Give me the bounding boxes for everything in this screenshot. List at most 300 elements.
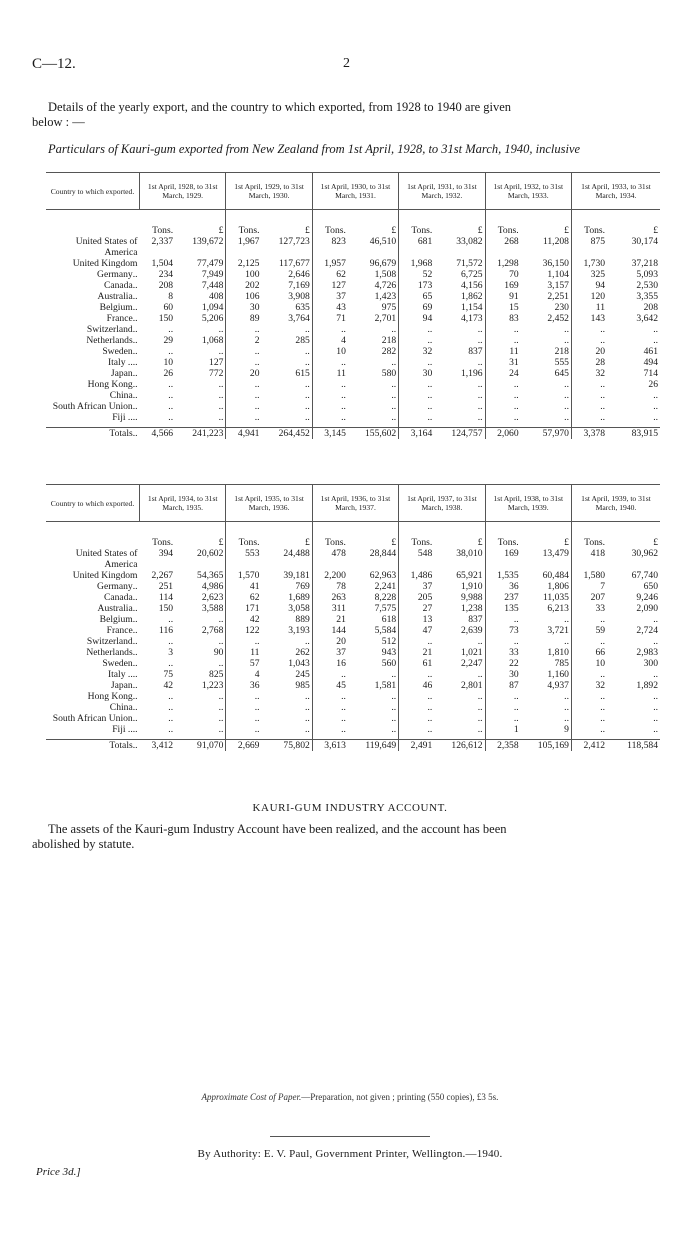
tons-cell: 22 — [485, 658, 521, 669]
value-cell: 408 — [209, 291, 224, 302]
value-cell: 6,725 — [460, 269, 483, 280]
tons-cell: 263 — [312, 592, 348, 603]
value-cell: .. — [477, 401, 483, 412]
intro-line-2: below : — — [32, 115, 85, 129]
total-tons-cell: 2,412 — [571, 740, 607, 752]
value-cell: 1,160 — [547, 669, 569, 680]
value-cell: .. — [477, 379, 483, 390]
units-spacer — [46, 210, 140, 237]
value-cell: .. — [305, 379, 310, 390]
country-cell — [46, 603, 140, 614]
tons-cell: .. — [226, 713, 262, 724]
unit-pounds: £ — [305, 537, 310, 548]
tons-cell: 251 — [158, 581, 174, 592]
value-cell: 943 — [381, 647, 397, 658]
value-cell: 4,156 — [460, 280, 483, 291]
value-cell: 1,862 — [460, 291, 483, 302]
value-cell: 615 — [295, 368, 310, 379]
totals-label: Totals — [109, 428, 133, 439]
intro-line-1: Details of the yearly export, and the country to which exported, from 1928 to 1940 are given — [48, 100, 512, 114]
country-cell — [46, 291, 140, 302]
table-row — [46, 335, 660, 346]
value-cell: 1,196 — [460, 368, 483, 379]
value-cell: .. — [477, 390, 483, 401]
value-cell: .. — [305, 390, 310, 401]
value-cell: 7,575 — [374, 603, 397, 614]
value-cell: 985 — [295, 680, 310, 691]
table-row — [46, 647, 660, 658]
tons-cell: 875 — [571, 236, 607, 258]
total-tons-cell: 4,566 — [140, 428, 176, 440]
leader-dots: .. — [132, 740, 138, 751]
value-cell: 714 — [643, 368, 658, 379]
table-row — [46, 658, 660, 669]
tons-cell: .. — [168, 324, 174, 335]
value-cell: 20,602 — [197, 548, 224, 559]
tons-cell: .. — [571, 724, 607, 735]
leader-dots: .. — [132, 691, 138, 702]
tons-cell: .. — [312, 379, 348, 390]
tons-cell: 21 — [399, 647, 435, 658]
table-row — [46, 636, 660, 647]
tons-cell: .. — [226, 390, 262, 401]
value-cell: .. — [564, 335, 569, 346]
tons-cell: 120 — [571, 291, 607, 302]
value-cell: 1,043 — [288, 658, 310, 669]
value-cell: .. — [218, 713, 224, 724]
table-row — [46, 724, 660, 735]
tons-cell: .. — [226, 702, 262, 713]
tons-cell: .. — [485, 636, 521, 647]
tons-cell: 207 — [571, 592, 607, 603]
table-caption: Particulars of Kauri-gum exported from New Zealand from 1st April, 1928, to 31st March, 1940, inclusive — [48, 142, 581, 156]
value-cell: 3,355 — [636, 291, 658, 302]
tons-cell: 478 — [312, 548, 348, 570]
country-name: Belgium — [99, 302, 133, 313]
tons-cell: 32 — [571, 680, 607, 691]
table-row — [46, 236, 660, 258]
value-cell: .. — [653, 724, 658, 735]
value-cell: 1,910 — [460, 581, 483, 592]
value-cell: .. — [653, 669, 658, 680]
value-cell: .. — [564, 379, 569, 390]
value-cell: 560 — [381, 658, 397, 669]
country-name: Germany — [97, 581, 133, 592]
value-cell: .. — [305, 401, 310, 412]
country-column-header: Country to which exported. — [46, 485, 140, 522]
value-cell: .. — [564, 390, 569, 401]
total-tons-cell: 2,358 — [485, 740, 521, 752]
value-cell: .. — [477, 691, 483, 702]
leader-dots: .. — [132, 346, 138, 357]
tons-cell: .. — [571, 691, 607, 702]
tons-cell: .. — [168, 702, 174, 713]
value-cell: 30,174 — [631, 236, 658, 247]
value-cell: 218 — [381, 335, 397, 346]
unit-pounds: £ — [653, 225, 658, 236]
tons-cell: 94 — [571, 280, 607, 291]
table-row — [46, 625, 660, 636]
leader-dots: .. — [132, 614, 138, 625]
tons-cell: 69 — [399, 302, 435, 313]
tons-cell: 70 — [485, 269, 521, 280]
total-value-cell: 155,602 — [348, 428, 399, 440]
tons-cell: 1,957 — [312, 258, 348, 269]
total-tons-cell: 2,491 — [399, 740, 435, 752]
tons-cell: .. — [485, 401, 521, 412]
country-name: Sweden — [102, 658, 133, 669]
tons-cell: 20 — [226, 368, 262, 379]
table-row — [46, 258, 660, 269]
tons-cell: .. — [226, 724, 262, 735]
value-cell: 54,365 — [197, 570, 224, 581]
value-cell: 2,452 — [547, 313, 569, 324]
tons-cell: 1,535 — [485, 570, 521, 581]
tons-cell: 57 — [226, 658, 262, 669]
leader-dots: .. — [132, 625, 138, 636]
leader-dots: .. — [132, 658, 138, 669]
tons-cell: 15 — [485, 302, 521, 313]
value-cell: .. — [477, 724, 483, 735]
tons-cell: .. — [571, 702, 607, 713]
unit-tons: Tons. — [571, 210, 607, 237]
tons-cell: .. — [312, 713, 348, 724]
leader-dots: .. — [132, 603, 138, 614]
value-cell: 4,986 — [201, 581, 224, 592]
period-header: 1st April, 1937, to 31st March, 1938. — [399, 485, 485, 522]
value-cell: 71,572 — [456, 258, 483, 269]
tons-cell: 66 — [571, 647, 607, 658]
table-row — [46, 603, 660, 614]
value-cell: .. — [391, 390, 397, 401]
tons-cell: 4 — [312, 335, 348, 346]
country-name: Japan — [110, 680, 133, 691]
document-reference: C—12. — [32, 56, 76, 72]
value-cell: 3,588 — [201, 603, 224, 614]
tons-cell: .. — [168, 724, 174, 735]
tons-cell: .. — [571, 335, 607, 346]
table-row — [46, 412, 660, 423]
tons-cell: 73 — [485, 625, 521, 636]
table-row — [46, 269, 660, 280]
value-cell: 1,810 — [547, 647, 569, 658]
tons-cell: .. — [312, 702, 348, 713]
tons-cell: .. — [399, 724, 435, 735]
value-cell: 67,740 — [631, 570, 658, 581]
period-header: 1st April, 1928, to 31st March, 1929. — [140, 173, 226, 210]
period-header: 1st April, 1934, to 31st March, 1935. — [140, 485, 226, 522]
table-body — [46, 522, 660, 752]
country-cell — [46, 401, 140, 412]
tons-cell: 29 — [163, 335, 174, 346]
leader-dots: .. — [132, 269, 138, 280]
tons-cell: 59 — [571, 625, 607, 636]
country-cell — [46, 236, 140, 258]
unit-tons: Tons. — [399, 522, 435, 549]
value-cell: .. — [391, 401, 397, 412]
value-cell: 2,639 — [460, 625, 483, 636]
leader-dots: .. — [132, 368, 138, 379]
tons-cell: .. — [485, 324, 521, 335]
tons-cell: 171 — [226, 603, 262, 614]
total-value-cell: 124,757 — [434, 428, 485, 440]
total-value-cell: 57,970 — [521, 428, 572, 440]
tons-cell: 325 — [571, 269, 607, 280]
value-cell: 4,937 — [547, 680, 569, 691]
period-header: 1st April, 1930, to 31st March, 1931. — [312, 173, 398, 210]
tons-cell: 94 — [399, 313, 435, 324]
leader-dots: .. — [132, 592, 138, 603]
tons-cell: 418 — [571, 548, 607, 570]
value-cell: .. — [305, 357, 310, 368]
tons-cell: 26 — [163, 368, 174, 379]
period-header: 1st April, 1933, to 31st March, 1934. — [571, 173, 660, 210]
value-cell: 785 — [554, 658, 569, 669]
tons-cell: 1,570 — [226, 570, 262, 581]
tons-cell: 21 — [312, 614, 348, 625]
value-cell: 7,169 — [288, 280, 310, 291]
country-cell — [46, 724, 140, 735]
tons-cell: 65 — [399, 291, 435, 302]
tons-cell: 135 — [485, 603, 521, 614]
value-cell: .. — [391, 713, 397, 724]
value-cell: 46,510 — [369, 236, 397, 247]
tons-cell: 2 — [226, 335, 262, 346]
tons-cell: .. — [399, 357, 435, 368]
value-cell: .. — [391, 357, 397, 368]
tons-cell: 268 — [485, 236, 521, 258]
country-cell — [46, 702, 140, 713]
value-cell: 1,423 — [374, 291, 397, 302]
value-cell: 3,058 — [288, 603, 310, 614]
leader-dots: .. — [132, 428, 138, 439]
value-cell: .. — [391, 669, 397, 680]
total-value-cell: 126,612 — [434, 740, 485, 752]
value-cell: 1,094 — [201, 302, 224, 313]
country-name: United Kingdom — [72, 570, 138, 581]
tons-cell: 42 — [163, 680, 174, 691]
value-cell: .. — [653, 713, 658, 724]
tons-cell: .. — [168, 636, 174, 647]
tons-cell: .. — [399, 379, 435, 390]
value-cell: 230 — [554, 302, 569, 313]
tons-cell: 32 — [571, 368, 607, 379]
country-name: Switzerland — [86, 324, 133, 335]
value-cell: .. — [564, 614, 569, 625]
value-cell: .. — [477, 713, 483, 724]
country-name: United States of America — [75, 548, 138, 570]
account-line-1: The assets of the Kauri-gum Industry Account have been realized, and the account has been — [48, 822, 507, 836]
country-name: Italy .. — [107, 669, 133, 680]
leader-dots: .. — [132, 713, 138, 724]
value-cell: .. — [653, 390, 658, 401]
value-cell: 300 — [643, 658, 658, 669]
tons-cell: 311 — [312, 603, 348, 614]
value-cell: 65,921 — [456, 570, 483, 581]
leader-dots: .. — [132, 357, 138, 368]
export-table-1934-1940 — [46, 484, 660, 751]
tons-cell: .. — [312, 357, 348, 368]
value-cell: 1,223 — [201, 680, 224, 691]
country-cell — [46, 658, 140, 669]
tons-cell: .. — [571, 636, 607, 647]
cost-text: —Preparation, not given ; printing (550 copies), £3 5s. — [301, 1092, 499, 1102]
value-cell: 96,679 — [369, 258, 397, 269]
tons-cell: 71 — [312, 313, 348, 324]
value-cell: 30,962 — [631, 548, 658, 559]
value-cell: .. — [218, 412, 224, 423]
tons-cell: .. — [485, 713, 521, 724]
units-row — [46, 210, 660, 237]
tons-cell: 150 — [158, 313, 174, 324]
tons-cell: 11 — [571, 302, 607, 313]
leader-dots: .. — [132, 581, 138, 592]
tons-cell: 3 — [168, 647, 174, 658]
tons-cell: .. — [571, 390, 607, 401]
value-cell: 3,157 — [547, 280, 569, 291]
tons-cell: 60 — [163, 302, 174, 313]
unit-pounds: £ — [564, 225, 569, 236]
country-name: United States of America — [75, 236, 138, 258]
country-name: Hong Kong — [87, 379, 133, 390]
leader-dots: .. — [132, 724, 138, 735]
country-name: Italy .. — [107, 357, 133, 368]
value-cell: 825 — [209, 669, 224, 680]
table-row — [46, 614, 660, 625]
value-cell: 60,484 — [542, 570, 569, 581]
units-row — [46, 522, 660, 549]
table-body — [46, 210, 660, 440]
unit-pounds: £ — [653, 537, 658, 548]
country-cell — [46, 548, 140, 570]
total-value-cell: 241,223 — [175, 428, 226, 440]
country-name: Australia — [97, 603, 133, 614]
tons-cell: .. — [168, 713, 174, 724]
value-cell: 1,689 — [288, 592, 310, 603]
unit-pounds: £ — [391, 225, 397, 236]
tons-cell: .. — [485, 335, 521, 346]
page-header — [32, 56, 668, 80]
value-cell: 2,701 — [374, 313, 397, 324]
totals-label: Totals — [109, 740, 133, 751]
value-cell: .. — [477, 324, 483, 335]
unit-pounds: £ — [305, 225, 310, 236]
value-cell: .. — [305, 691, 310, 702]
country-cell — [46, 302, 140, 313]
export-table-1928-1934 — [46, 172, 660, 439]
value-cell: .. — [305, 724, 310, 735]
table-row — [46, 669, 660, 680]
unit-tons: Tons. — [226, 522, 262, 549]
country-name: China — [109, 390, 133, 401]
total-tons-cell: 2,669 — [226, 740, 262, 752]
value-cell: .. — [218, 636, 224, 647]
table-row — [46, 691, 660, 702]
tons-cell: .. — [571, 614, 607, 625]
country-name: South African Union — [52, 401, 133, 412]
table-row — [46, 280, 660, 291]
tons-cell: 61 — [399, 658, 435, 669]
country-cell — [46, 379, 140, 390]
leader-dots: .. — [132, 647, 138, 658]
tons-cell: 205 — [399, 592, 435, 603]
value-cell: 127 — [209, 357, 224, 368]
tons-cell: .. — [312, 724, 348, 735]
value-cell: 9 — [564, 724, 569, 735]
leader-dots: .. — [132, 680, 138, 691]
country-cell — [46, 324, 140, 335]
unit-tons: Tons. — [312, 522, 348, 549]
country-name: Hong Kong — [87, 691, 133, 702]
tons-cell: 144 — [312, 625, 348, 636]
value-cell: 117,677 — [278, 258, 310, 269]
tons-cell: 52 — [399, 269, 435, 280]
tons-cell: 41 — [226, 581, 262, 592]
tons-cell: 30 — [399, 368, 435, 379]
tons-cell: 62 — [226, 592, 262, 603]
tons-cell: .. — [485, 702, 521, 713]
value-cell: .. — [218, 702, 224, 713]
tons-cell: 11 — [485, 346, 521, 357]
value-cell: 8,228 — [374, 592, 397, 603]
leader-dots: .. — [132, 702, 138, 713]
value-cell: 26 — [648, 379, 658, 390]
value-cell: 2,724 — [636, 625, 658, 636]
tons-cell: .. — [399, 401, 435, 412]
country-name: Canada — [103, 280, 133, 291]
tons-cell: .. — [226, 636, 262, 647]
value-cell: .. — [653, 691, 658, 702]
value-cell: 645 — [554, 368, 569, 379]
value-cell: .. — [391, 412, 397, 423]
value-cell: 28,844 — [369, 548, 397, 559]
total-tons-cell: 3,378 — [571, 428, 607, 440]
value-cell: .. — [653, 702, 658, 713]
country-cell — [46, 313, 140, 324]
value-cell: 39,181 — [283, 570, 310, 581]
value-cell: .. — [653, 636, 658, 647]
footer-divider — [270, 1136, 430, 1137]
value-cell: 5,093 — [636, 269, 658, 280]
value-cell: .. — [564, 691, 569, 702]
country-name: France — [106, 313, 133, 324]
tons-cell: .. — [226, 346, 262, 357]
value-cell: 889 — [295, 614, 310, 625]
period-header: 1st April, 1935, to 31st March, 1936. — [226, 485, 312, 522]
tons-cell: 100 — [226, 269, 262, 280]
tons-cell: 43 — [312, 302, 348, 313]
leader-dots: .. — [132, 335, 138, 346]
account-paragraph — [32, 822, 668, 852]
value-cell: .. — [564, 702, 569, 713]
totals-label-cell — [46, 740, 140, 752]
value-cell: .. — [477, 669, 483, 680]
value-cell: 139,672 — [192, 236, 224, 247]
tons-cell: .. — [312, 401, 348, 412]
tons-cell: 28 — [571, 357, 607, 368]
value-cell: 9,246 — [636, 592, 658, 603]
value-cell: .. — [653, 335, 658, 346]
total-value-cell: 75,802 — [261, 740, 312, 752]
country-cell — [46, 269, 140, 280]
totals-label-cell — [46, 428, 140, 440]
tons-cell: .. — [226, 379, 262, 390]
table-row — [46, 680, 660, 691]
tons-cell: .. — [312, 324, 348, 335]
period-header: 1st April, 1932, to 31st March, 1933. — [485, 173, 571, 210]
value-cell: 1,238 — [460, 603, 483, 614]
tons-cell: 10 — [571, 658, 607, 669]
